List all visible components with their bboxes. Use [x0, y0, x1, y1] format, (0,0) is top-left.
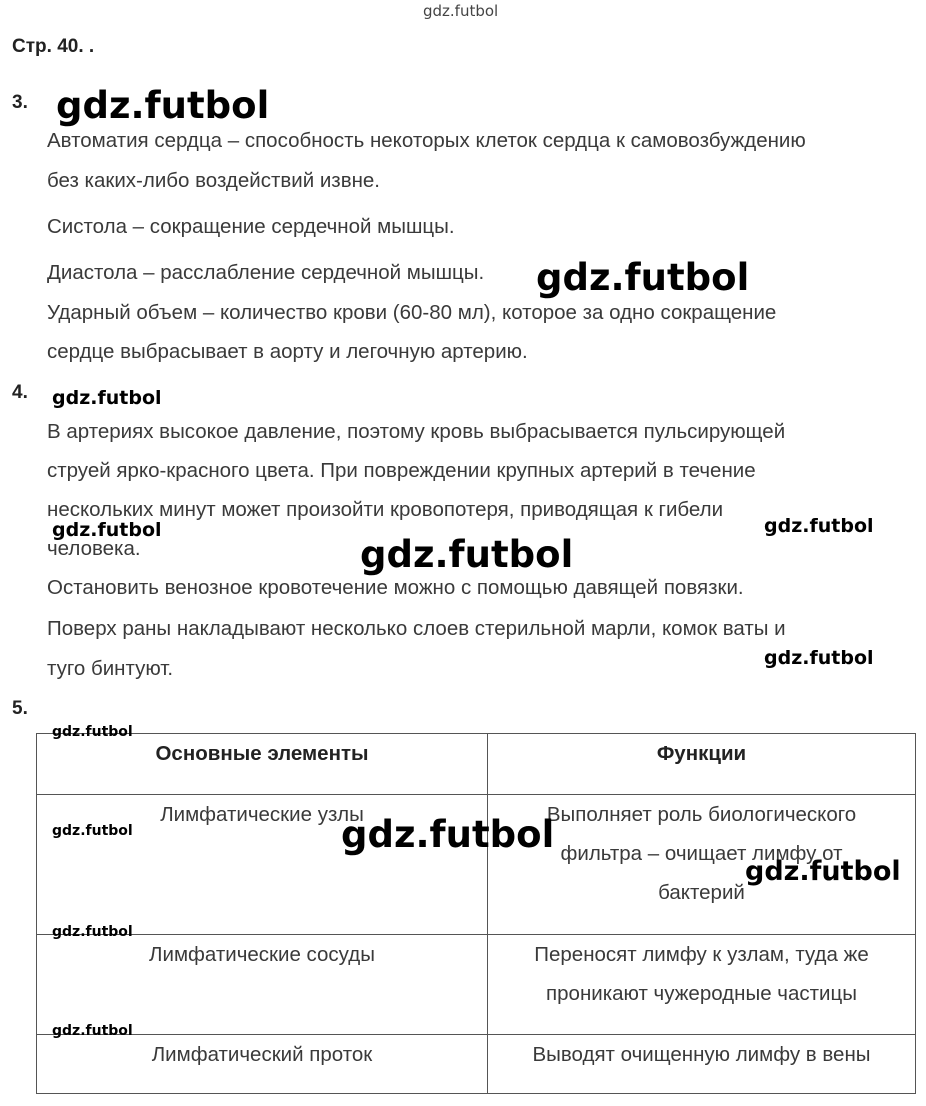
question-3-number: 3. — [12, 92, 28, 113]
q4-line-3: нескольких минут может произойти кровопотеря, приводящая к гибели — [47, 498, 724, 521]
q3-line-2: без каких-либо воздействий извне. — [47, 169, 381, 192]
question-5-number: 5. — [12, 698, 28, 719]
q3-line-4: Диастола – расслабление сердечной мышцы. — [47, 261, 485, 284]
page-reference: Стр. 40. . — [12, 36, 95, 57]
q3-line-5: Ударный объем – количество крови (60-80 мл), которое за одно сокращение — [47, 301, 777, 324]
watermark: gdz.futbol — [536, 256, 750, 299]
watermark: gdz.futbol — [764, 515, 874, 537]
watermark: gdz.futbol — [52, 519, 162, 541]
watermark: gdz.futbol — [52, 823, 133, 839]
watermark: gdz.futbol — [52, 1023, 133, 1039]
q3-line-3: Систола – сокращение сердечной мышцы. — [47, 215, 455, 238]
table-cell-function: Переносят лимфу к узлам, туда же проникают чужеродные частицы — [488, 935, 916, 1035]
watermark: gdz.futbol — [360, 533, 574, 576]
q4-line-7: туго бинтуют. — [47, 657, 174, 680]
table-row — [37, 1035, 916, 1094]
watermark: gdz.futbol — [52, 924, 133, 940]
table-cell-element: Лимфатические узлы — [37, 795, 488, 935]
watermark: gdz.futbol — [341, 813, 555, 856]
table-row — [37, 935, 916, 1035]
question-4-number: 4. — [12, 382, 28, 403]
watermark: gdz.futbol — [52, 724, 133, 740]
q4-line-5: Остановить венозное кровотечение можно с помощью давящей повязки. — [47, 576, 744, 599]
q3-line-6: сердце выбрасывает в аорту и легочную артерию. — [47, 340, 528, 363]
q4-line-4: человека. — [47, 537, 141, 560]
table-header-elements: Основные элементы — [37, 734, 488, 795]
watermark: gdz.futbol — [745, 856, 901, 887]
watermark: gdz.futbol — [52, 387, 162, 409]
table-cell-function: Выводят очищенную лимфу в вены — [488, 1035, 916, 1094]
watermark: gdz.futbol — [764, 647, 874, 669]
q4-line-6: Поверх раны накладывают несколько слоев стерильной марли, комок ваты и — [47, 617, 786, 640]
lymph-system-table — [36, 733, 916, 1094]
q3-line-1: Автоматия сердца – способность некоторых клеток сердца к самовозбуждению — [47, 129, 806, 152]
table-cell-function: Выполняет роль биологического фильтра – очищает лимфу от бактерий — [488, 795, 916, 935]
watermark-top: gdz.futbol — [423, 2, 499, 20]
table-cell-element: Лимфатический проток — [37, 1035, 488, 1094]
watermark: gdz.futbol — [56, 84, 270, 127]
table-header-row — [37, 734, 916, 795]
table-header-functions: Функции — [488, 734, 916, 795]
q4-line-2: струей ярко-красного цвета. При повреждении крупных артерий в течение — [47, 459, 756, 482]
table-cell-element: Лимфатические сосуды — [37, 935, 488, 1035]
q4-line-1: В артериях высокое давление, поэтому кровь выбрасывается пульсирующей — [47, 420, 786, 443]
